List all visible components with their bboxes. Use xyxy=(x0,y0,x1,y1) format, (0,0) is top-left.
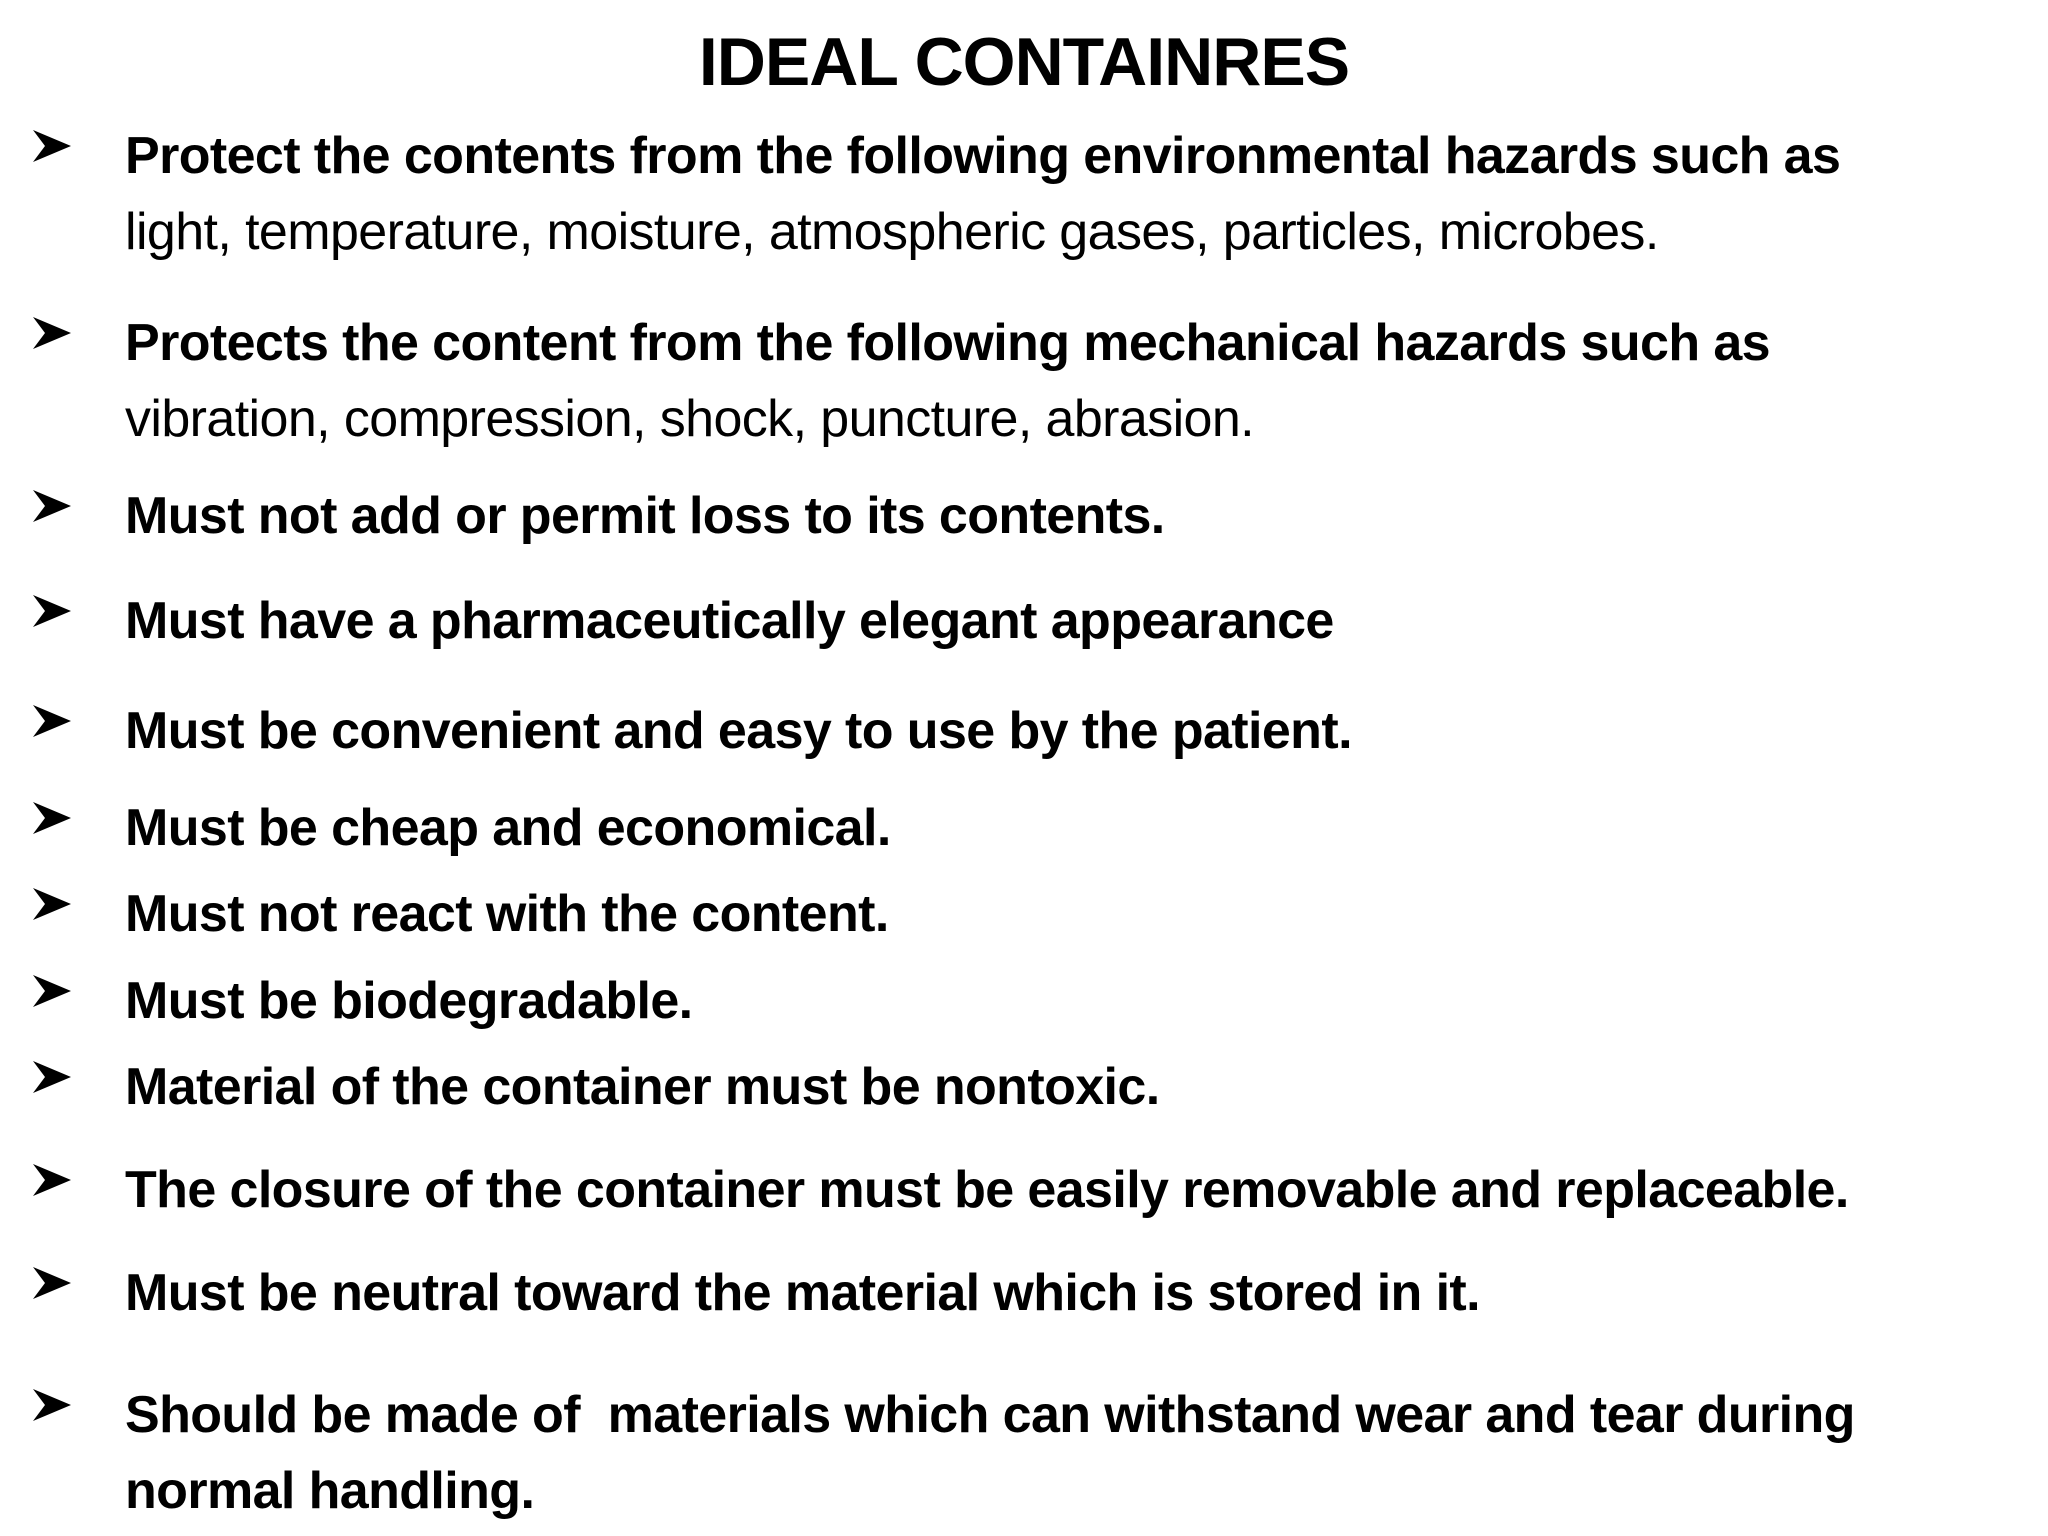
arrow-bullet-icon xyxy=(22,876,82,932)
item-bold-text: Should be made of materials which can withstand wear and tear during xyxy=(125,1386,1855,1444)
item-bold-text: Must have a pharmaceutically elegant appearance xyxy=(125,592,1334,650)
arrow-bullet-icon xyxy=(22,583,82,639)
arrow-bullet-icon xyxy=(22,790,82,846)
item-bold-text: Must be biodegradable. xyxy=(125,972,693,1030)
item-bold-text: Must not add or permit loss to its contents. xyxy=(125,487,1165,545)
arrow-bullet-icon xyxy=(22,1049,82,1105)
item-bold-text: Protects the content from the following mechanical hazards such as xyxy=(125,314,1770,372)
arrow-bullet-icon xyxy=(22,1377,82,1433)
arrow-bullet-icon xyxy=(22,963,82,1019)
arrow-bullet-icon xyxy=(22,305,82,361)
item-bold-text: The closure of the container must be easily removable and replaceable. xyxy=(125,1161,1849,1219)
item-bold-text: Must not react with the content. xyxy=(125,885,889,943)
item-bold-text: Must be neutral toward the material which is stored in it. xyxy=(125,1264,1480,1322)
item-bold-text: Material of the container must be nontoxic. xyxy=(125,1058,1160,1116)
arrow-bullet-icon xyxy=(22,478,82,534)
arrow-bullet-icon xyxy=(22,1152,82,1208)
item-bold-text: Must be cheap and economical. xyxy=(125,799,891,857)
arrow-bullet-icon xyxy=(22,1255,82,1311)
item-bold-text-continued: normal handling. xyxy=(125,1462,535,1520)
item-bold-text: Protect the contents from the following environmental hazards such as xyxy=(125,127,1841,185)
item-detail-text: vibration, compression, shock, puncture, abrasion. xyxy=(125,390,1255,448)
slide-title: IDEAL CONTAINRES xyxy=(698,24,1350,100)
item-bold-text: Must be convenient and easy to use by the patient. xyxy=(125,702,1352,760)
arrow-bullet-icon xyxy=(22,693,82,749)
arrow-bullet-icon xyxy=(22,118,82,174)
item-detail-text: light, temperature, moisture, atmospheric gases, particles, microbes. xyxy=(125,203,1659,261)
